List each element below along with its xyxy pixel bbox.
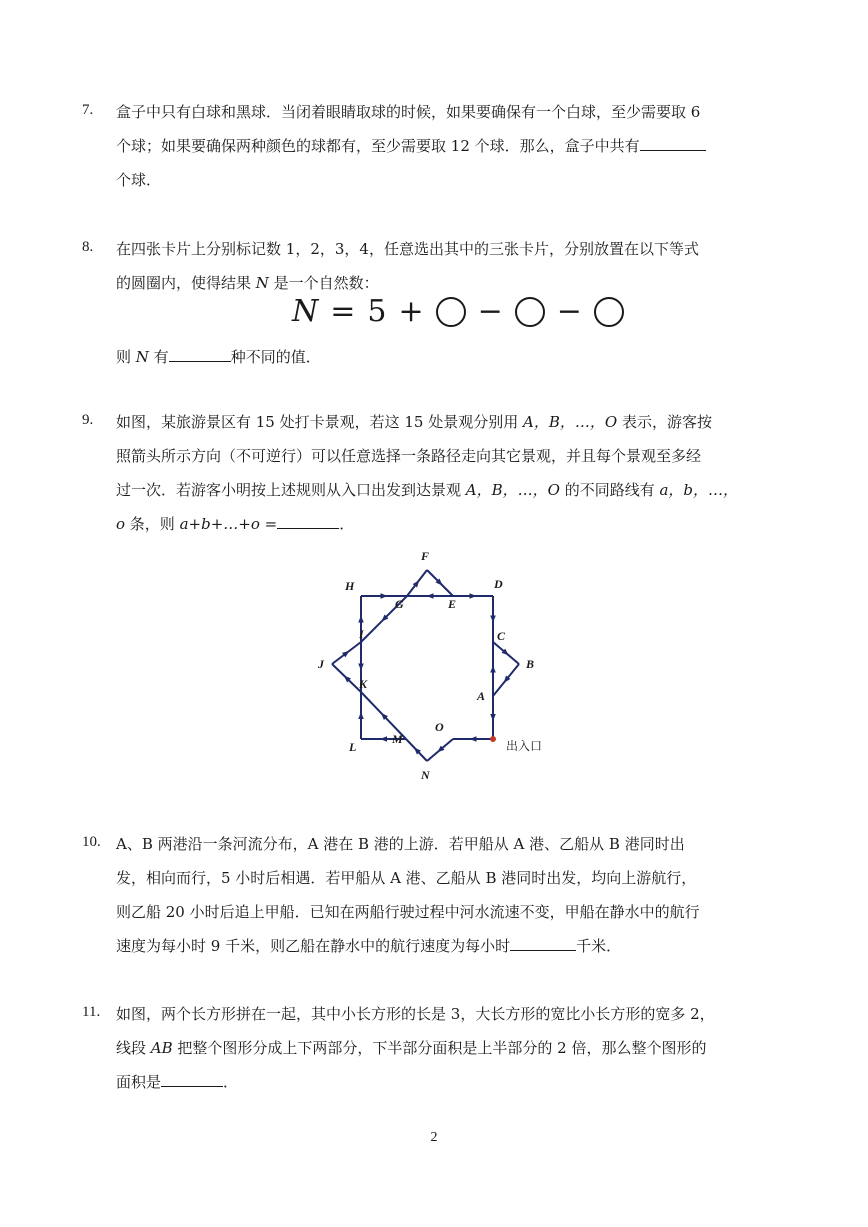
point-label-i: I: [359, 627, 364, 641]
text-segment: 的圆圈内，使得结果: [116, 274, 256, 292]
circle-slot-3: [594, 297, 624, 327]
direction-arrow: [358, 616, 364, 623]
text-segment: 千米．: [576, 937, 622, 955]
point-label-k: K: [359, 677, 368, 691]
math-variables: A，B，…，O: [523, 413, 618, 431]
text-segment: =: [259, 515, 278, 533]
math-expression: a+b+…+o: [179, 515, 260, 533]
point-label-o: O: [435, 720, 444, 734]
circle-slot-1: [436, 297, 466, 327]
math-variables: a，b，…，: [659, 481, 739, 499]
direction-arrow: [380, 736, 387, 742]
text-line: A、B 两港沿一条河流分布，A 港在 B 港的上游．若甲船从 A 港、乙船从 B 港同时出: [116, 835, 685, 853]
point-label-m: M: [392, 732, 403, 746]
equation-number: 5: [367, 294, 387, 329]
text-line: 在四张卡片上分别标记数 1，2，3，4，任意选出其中的三张卡片，分别放置在以下等式: [116, 240, 699, 258]
answer-blank: [640, 134, 706, 151]
problem-number: 8.: [82, 239, 94, 255]
circle-slot-2: [515, 297, 545, 327]
answer-blank: [161, 1070, 223, 1087]
text-segment: ．: [339, 515, 355, 533]
point-label-h: H: [345, 579, 355, 593]
math-variables: A，B，…，O: [465, 481, 560, 499]
problem-number: 11.: [82, 1004, 101, 1020]
text-segment: 个球；如果要确保两种颜色的球都有，至少需要取 12 个球．那么，盒子中共有: [116, 137, 640, 155]
text-line: [116, 1065, 790, 1099]
problem-text: [116, 95, 790, 197]
text-segment: 线段: [116, 1039, 151, 1057]
text-line: [116, 929, 790, 963]
direction-arrow: [490, 714, 496, 721]
point-label-a: A: [477, 689, 486, 703]
text-segment: 则: [116, 348, 136, 366]
minus-sign: −: [477, 294, 503, 329]
equals-sign: =: [330, 294, 356, 329]
text-segment: 过一次．若游客小明按上述规则从入口出发到达景观: [116, 481, 466, 499]
text-segment: 把整个图形分成上下两部分，下半部分面积是上半部分的 2 倍，那么整个图形的: [172, 1039, 707, 1057]
math-variable: N: [255, 274, 269, 292]
direction-arrow: [490, 666, 496, 673]
text-segment: 表示，游客按: [617, 413, 712, 431]
text-line: 如图，两个长方形拼在一起，其中小长方形的长是 3，大长方形的宽比小长方形的宽多 2，: [116, 1005, 715, 1023]
direction-arrow: [490, 616, 496, 623]
text-segment: 有: [148, 348, 169, 366]
math-variable: N: [135, 348, 149, 366]
problem-text: [116, 405, 790, 541]
text-segment: 面积是: [116, 1073, 162, 1091]
answer-blank: [510, 934, 576, 951]
problem-text: [116, 827, 790, 963]
text-line: 则乙船 20 小时后追上甲船．已知在两船行驶过程中河水流速不变，甲船在静水中的航行: [116, 903, 700, 921]
problem-10: [82, 827, 790, 963]
text-segment: 如图，某旅游景区有 15 处打卡景观，若这 15 处景观分别用: [116, 413, 524, 431]
page-number: 2: [430, 1130, 438, 1145]
direction-arrow: [470, 593, 477, 599]
point-label-j: J: [318, 657, 324, 671]
text-segment: 速度为每小时 9 千米，则乙船在静水中的航行速度为每小时: [116, 937, 511, 955]
route-diagram: [310, 548, 570, 788]
text-line: [116, 340, 790, 374]
text-line: [116, 473, 790, 507]
math-variable: AB: [150, 1039, 173, 1057]
minus-sign: −: [556, 294, 582, 329]
text-line: [116, 129, 790, 163]
problem-number: 10.: [82, 834, 101, 850]
text-segment: 的不同路线有: [559, 481, 660, 499]
problem-number: 7.: [82, 102, 94, 118]
problem-number: 9.: [82, 412, 94, 428]
direction-arrow: [358, 664, 364, 671]
text-line: [116, 405, 790, 439]
text-segment: 条，则: [125, 515, 180, 533]
math-variable: o: [116, 515, 126, 533]
text-line: 个球．: [116, 171, 162, 189]
text-line: 照箭头所示方向（不可逆行）可以任意选择一条路径走向其它景观，并且每个景观至多经: [116, 447, 702, 465]
answer-blank: [277, 512, 339, 529]
equation-variable: N: [292, 294, 319, 329]
direction-arrow: [381, 593, 388, 599]
point-label-g: G: [395, 597, 404, 611]
problem-text: [116, 997, 790, 1099]
point-label-d: D: [494, 577, 503, 591]
text-segment: 是一个自然数：: [268, 274, 379, 292]
text-line: [116, 507, 790, 541]
text-line: [116, 1031, 790, 1065]
point-label-f: F: [421, 549, 430, 563]
text-segment: 种不同的值．: [230, 348, 321, 366]
entrance-label: 出入口: [506, 739, 543, 753]
problem-11: [82, 997, 790, 1099]
point-label-l: L: [349, 740, 357, 754]
plus-sign: +: [398, 294, 424, 329]
text-segment: ．: [223, 1073, 239, 1091]
direction-arrow: [358, 712, 364, 719]
problem-9: [82, 405, 790, 541]
text-line: 盒子中只有白球和黑球．当闭着眼睛取球的时候，如果要确保有一个白球，至少需要取 6: [116, 103, 701, 121]
point-label-b: B: [526, 657, 535, 671]
entrance-dot: [490, 736, 496, 742]
direction-arrow: [470, 736, 477, 742]
point-label-n: N: [421, 768, 430, 782]
equation: [292, 294, 624, 329]
text-line: 发，相向而行，5 小时后相遇．若甲船从 A 港、乙船从 B 港同时出发，均向上游航行，: [116, 869, 697, 887]
problem-8: [82, 232, 790, 374]
answer-blank: [169, 345, 231, 362]
point-label-e: E: [448, 597, 457, 611]
problem-7: [82, 95, 790, 197]
point-label-c: C: [497, 629, 506, 643]
direction-arrow: [427, 593, 434, 599]
